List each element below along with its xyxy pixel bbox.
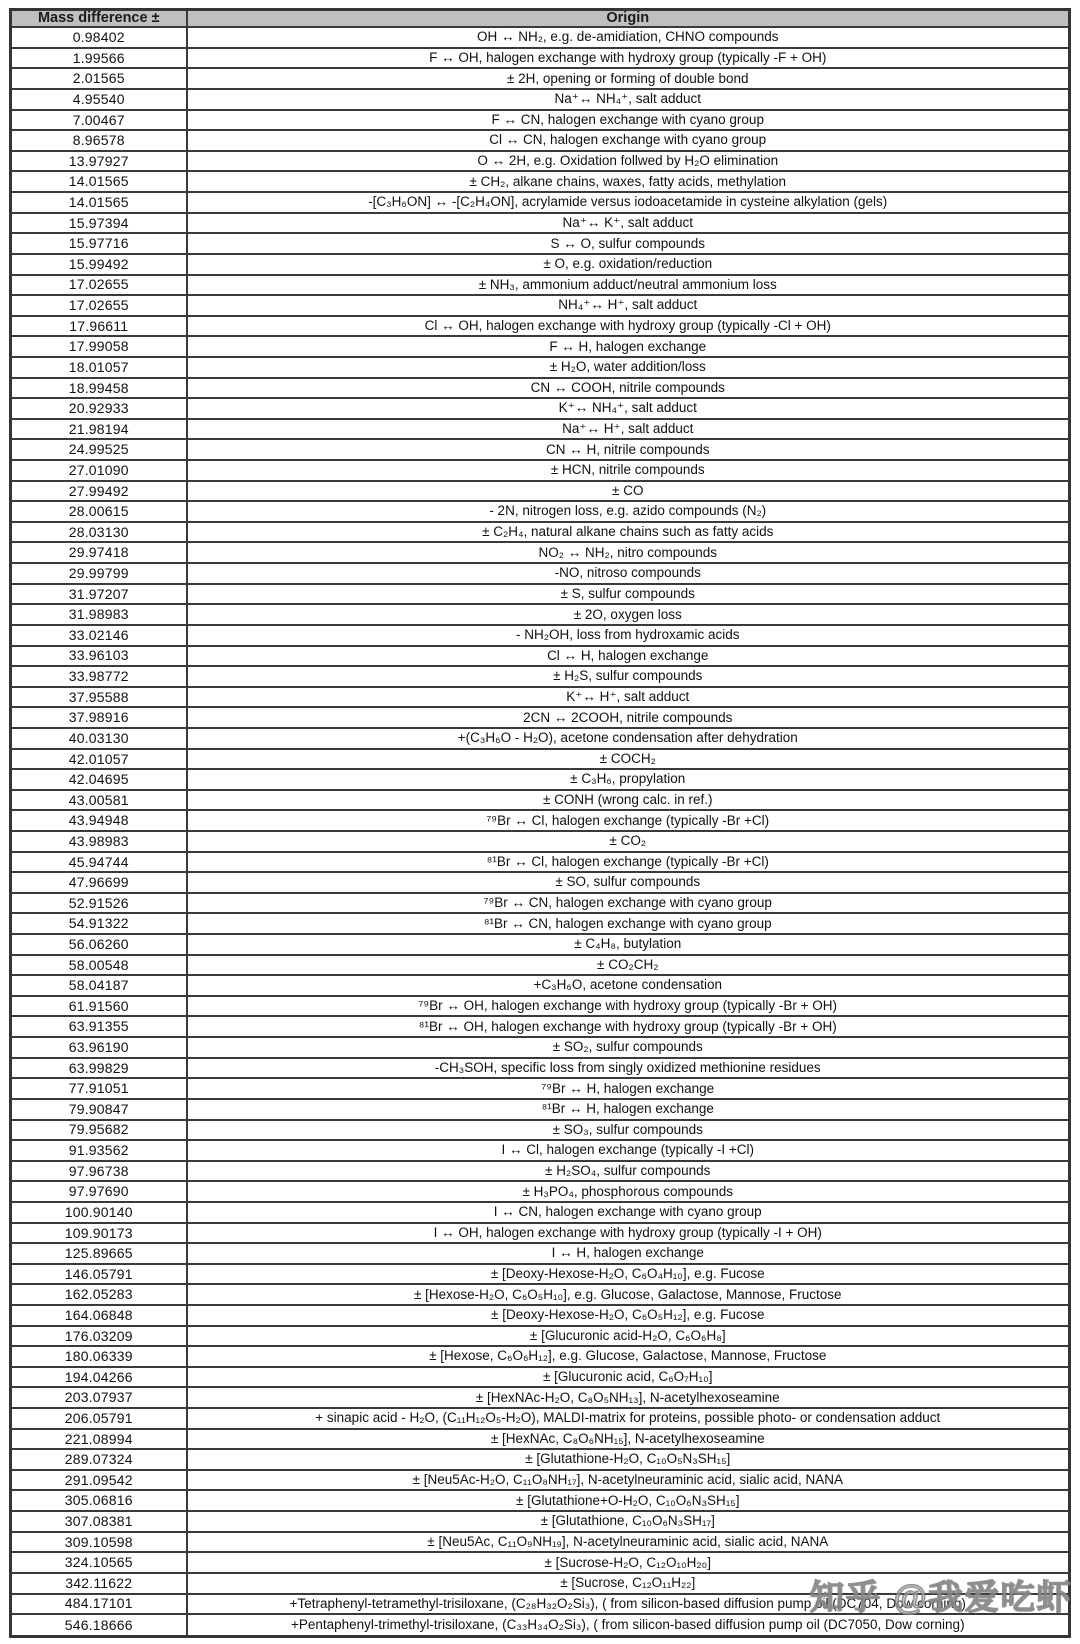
mass-difference-cell: 45.94744: [11, 852, 187, 873]
table-row: [11, 1223, 1070, 1244]
origin-cell: ± 2H, opening or forming of double bond: [187, 68, 1070, 89]
origin-cell: I ↔ CN, halogen exchange with cyano group: [187, 1202, 1070, 1223]
table-row: [11, 769, 1070, 790]
mass-difference-cell: 31.98983: [11, 604, 187, 625]
origin-cell: - NH₂OH, loss from hydroxamic acids: [187, 625, 1070, 646]
table-row: [11, 1346, 1070, 1367]
origin-cell: ± CONH (wrong calc. in ref.): [187, 790, 1070, 811]
origin-cell: ⁷⁹Br ↔ Cl, halogen exchange (typically -Br +Cl): [187, 810, 1070, 831]
table-row: [11, 707, 1070, 728]
mass-difference-cell: 14.01565: [11, 171, 187, 192]
mass-difference-cell: 4.95540: [11, 89, 187, 110]
table-row: [11, 1594, 1070, 1615]
origin-cell: ± CH₂, alkane chains, waxes, fatty acids, methylation: [187, 171, 1070, 192]
table-row: [11, 336, 1070, 357]
origin-cell: ± [Neu5Ac, C₁₁O₉NH₁₉], N-acetylneuraminic acid, sialic acid, NANA: [187, 1532, 1070, 1553]
mass-difference-cell: 20.92933: [11, 398, 187, 419]
table-row: [11, 398, 1070, 419]
mass-difference-cell: 289.07324: [11, 1449, 187, 1470]
origin-cell: ± [Sucrose-H₂O, C₁₂O₁₀H₂₀]: [187, 1552, 1070, 1573]
table-row: [11, 975, 1070, 996]
mass-difference-cell: 342.11622: [11, 1573, 187, 1594]
origin-cell: ± C₄H₈, butylation: [187, 934, 1070, 955]
mass-difference-cell: 8.96578: [11, 130, 187, 151]
origin-cell: F ↔ OH, halogen exchange with hydroxy group (typically -F + OH): [187, 48, 1070, 69]
origin-cell: ⁸¹Br ↔ Cl, halogen exchange (typically -Br +Cl): [187, 852, 1070, 873]
mass-difference-cell: 21.98194: [11, 419, 187, 440]
origin-cell: ⁸¹Br ↔ OH, halogen exchange with hydroxy group (typically -Br + OH): [187, 1016, 1070, 1037]
mass-difference-cell: 27.99492: [11, 481, 187, 502]
mass-difference-cell: 79.95682: [11, 1120, 187, 1141]
table-row: [11, 1614, 1070, 1636]
origin-cell: ± O, e.g. oxidation/reduction: [187, 254, 1070, 275]
table-row: [11, 625, 1070, 646]
table-row: [11, 934, 1070, 955]
origin-cell: ± [Sucrose, C₁₂O₁₁H₂₂]: [187, 1573, 1070, 1594]
origin-cell: ± HCN, nitrile compounds: [187, 460, 1070, 481]
origin-cell: +Pentaphenyl-trimethyl-trisiloxane, (C₃₃H₃₄O₂Si₃), ( from silicon-based diffusion pump oil (DC7050, Dow corning): [187, 1614, 1070, 1636]
table-row: [11, 1552, 1070, 1573]
table-row: [11, 1161, 1070, 1182]
table-row: [11, 1181, 1070, 1202]
table-row: [11, 542, 1070, 563]
mass-difference-cell: 97.97690: [11, 1181, 187, 1202]
origin-cell: F ↔ H, halogen exchange: [187, 336, 1070, 357]
table-row: [11, 357, 1070, 378]
origin-cell: ⁷⁹Br ↔ CN, halogen exchange with cyano group: [187, 893, 1070, 914]
mass-difference-cell: 91.93562: [11, 1140, 187, 1161]
origin-cell: ± [Deoxy-Hexose-H₂O, C₆O₅H₁₂], e.g. Fucose: [187, 1305, 1070, 1326]
origin-cell: ± SO₂, sulfur compounds: [187, 1037, 1070, 1058]
origin-cell: ± [Glutathione+O-H₂O, C₁₀O₆N₃SH₁₅]: [187, 1490, 1070, 1511]
mass-difference-cell: 97.96738: [11, 1161, 187, 1182]
mass-difference-cell: 17.02655: [11, 295, 187, 316]
mass-difference-cell: 13.97927: [11, 151, 187, 172]
table-row: [11, 1058, 1070, 1079]
mass-difference-cell: 63.96190: [11, 1037, 187, 1058]
table-row: [11, 1264, 1070, 1285]
origin-cell: ± [Neu5Ac-H₂O, C₁₁O₈NH₁₇], N-acetylneuraminic acid, sialic acid, NANA: [187, 1470, 1070, 1491]
mass-difference-cell: 37.98916: [11, 707, 187, 728]
mass-difference-cell: 100.90140: [11, 1202, 187, 1223]
origin-cell: S ↔ O, sulfur compounds: [187, 233, 1070, 254]
origin-cell: ± [Hexose-H₂O, C₆O₅H₁₀], e.g. Glucose, Galactose, Mannose, Fructose: [187, 1284, 1070, 1305]
origin-cell: ± [Hexose, C₆O₆H₁₂], e.g. Glucose, Galactose, Mannose, Fructose: [187, 1346, 1070, 1367]
mass-difference-cell: 28.00615: [11, 501, 187, 522]
mass-difference-cell: 58.00548: [11, 955, 187, 976]
table-row: [11, 666, 1070, 687]
table-row: [11, 646, 1070, 667]
table-row: [11, 1470, 1070, 1491]
mass-difference-cell: 43.94948: [11, 810, 187, 831]
mass-difference-cell: 324.10565: [11, 1552, 187, 1573]
table-row: [11, 1490, 1070, 1511]
mass-difference-cell: 18.01057: [11, 357, 187, 378]
mass-difference-cell: 28.03130: [11, 522, 187, 543]
mass-difference-cell: 43.98983: [11, 831, 187, 852]
mass-difference-cell: 27.01090: [11, 460, 187, 481]
mass-difference-table-container: [9, 8, 1071, 1638]
mass-difference-cell: 37.95588: [11, 687, 187, 708]
table-row: [11, 1243, 1070, 1264]
origin-cell: ± [HexNAc-H₂O, C₈O₅NH₁₃], N-acetylhexoseamine: [187, 1387, 1070, 1408]
origin-cell: -CH₃SOH, specific loss from singly oxidized methionine residues: [187, 1058, 1070, 1079]
mass-difference-cell: 2.01565: [11, 68, 187, 89]
origin-cell: ± CO₂: [187, 831, 1070, 852]
mass-difference-cell: 164.06848: [11, 1305, 187, 1326]
table-row: [11, 481, 1070, 502]
mass-difference-cell: 109.90173: [11, 1223, 187, 1244]
table-row: [11, 1078, 1070, 1099]
table-row: [11, 1573, 1070, 1594]
table-row: [11, 913, 1070, 934]
origin-cell: - 2N, nitrogen loss, e.g. azido compounds (N₂): [187, 501, 1070, 522]
origin-cell: +(C₃H₆O - H₂O), acetone condensation after dehydration: [187, 728, 1070, 749]
origin-cell: ± H₂SO₄, sulfur compounds: [187, 1161, 1070, 1182]
table-row: [11, 872, 1070, 893]
mass-difference-cell: 54.91322: [11, 913, 187, 934]
origin-cell: ± COCH₂: [187, 749, 1070, 770]
origin-cell: OH ↔ NH₂, e.g. de-amidiation, CHNO compounds: [187, 27, 1070, 48]
mass-difference-cell: 31.97207: [11, 584, 187, 605]
origin-cell: ± [Deoxy-Hexose-H₂O, C₆O₄H₁₀], e.g. Fucose: [187, 1264, 1070, 1285]
origin-cell: -NO, nitroso compounds: [187, 563, 1070, 584]
origin-cell: ± [Glutathione-H₂O, C₁₀O₅N₃SH₁₅]: [187, 1449, 1070, 1470]
table-row: [11, 1120, 1070, 1141]
table-row: [11, 955, 1070, 976]
table-row: [11, 1037, 1070, 1058]
origin-cell: Cl ↔ H, halogen exchange: [187, 646, 1070, 667]
mass-difference-cell: 162.05283: [11, 1284, 187, 1305]
origin-cell: 2CN ↔ 2COOH, nitrile compounds: [187, 707, 1070, 728]
origin-cell: ± H₂S, sulfur compounds: [187, 666, 1070, 687]
origin-cell: NO₂ ↔ NH₂, nitro compounds: [187, 542, 1070, 563]
origin-cell: NH₄⁺↔ H⁺, salt adduct: [187, 295, 1070, 316]
mass-difference-table: [9, 8, 1071, 1638]
origin-cell: +Tetraphenyl-tetramethyl-trisiloxane, (C₂₈H₃₂O₂Si₃), ( from silicon-based diffusion pump oil (DC704, Dow corning): [187, 1594, 1070, 1615]
mass-difference-cell: 180.06339: [11, 1346, 187, 1367]
table-row: [11, 810, 1070, 831]
mass-difference-cell: 7.00467: [11, 110, 187, 131]
table-row: [11, 130, 1070, 151]
origin-cell: F ↔ CN, halogen exchange with cyano group: [187, 110, 1070, 131]
origin-cell: K⁺↔ NH₄⁺, salt adduct: [187, 398, 1070, 419]
mass-difference-cell: 15.97394: [11, 213, 187, 234]
mass-difference-cell: 17.96611: [11, 316, 187, 337]
origin-cell: -[C₃H₆ON] ↔ -[C₂H₄ON], acrylamide versus iodoacetamide in cysteine alkylation (gels): [187, 192, 1070, 213]
mass-difference-cell: 52.91526: [11, 893, 187, 914]
mass-difference-cell: 29.97418: [11, 542, 187, 563]
table-row: [11, 996, 1070, 1017]
origin-cell: + sinapic acid - H₂O, (C₁₁H₁₂O₅-H₂O), MALDI-matrix for proteins, possible photo- or condensation adduct: [187, 1408, 1070, 1429]
table-row: [11, 460, 1070, 481]
table-row: [11, 171, 1070, 192]
table-row: [11, 1140, 1070, 1161]
mass-difference-cell: 56.06260: [11, 934, 187, 955]
origin-cell: O ↔ 2H, e.g. Oxidation follwed by H₂O elimination: [187, 151, 1070, 172]
table-row: [11, 604, 1070, 625]
mass-difference-cell: 1.99566: [11, 48, 187, 69]
table-row: [11, 89, 1070, 110]
table-row: [11, 522, 1070, 543]
table-row: [11, 275, 1070, 296]
origin-cell: ± [Glutathione, C₁₀O₆N₃SH₁₇]: [187, 1511, 1070, 1532]
mass-difference-cell: 63.99829: [11, 1058, 187, 1079]
mass-difference-cell: 203.07937: [11, 1387, 187, 1408]
mass-difference-cell: 63.91355: [11, 1016, 187, 1037]
mass-difference-cell: 125.89665: [11, 1243, 187, 1264]
table-row: [11, 831, 1070, 852]
table-row: [11, 68, 1070, 89]
column-header-origin: Origin: [187, 10, 1070, 28]
header-row: [11, 10, 1070, 28]
origin-cell: ± C₂H₄, natural alkane chains such as fatty acids: [187, 522, 1070, 543]
table-row: [11, 687, 1070, 708]
origin-cell: I ↔ H, halogen exchange: [187, 1243, 1070, 1264]
origin-cell: I ↔ Cl, halogen exchange (typically -I +Cl): [187, 1140, 1070, 1161]
table-row: [11, 1532, 1070, 1553]
table-row: [11, 728, 1070, 749]
mass-difference-cell: 305.06816: [11, 1490, 187, 1511]
mass-difference-cell: 291.09542: [11, 1470, 187, 1491]
origin-cell: Na⁺↔ H⁺, salt adduct: [187, 419, 1070, 440]
table-row: [11, 1326, 1070, 1347]
mass-difference-cell: 146.05791: [11, 1264, 187, 1285]
origin-cell: ± SO₃, sulfur compounds: [187, 1120, 1070, 1141]
table-row: [11, 48, 1070, 69]
table-row: [11, 213, 1070, 234]
origin-cell: +C₃H₆O, acetone condensation: [187, 975, 1070, 996]
table-row: [11, 27, 1070, 48]
mass-difference-cell: 33.98772: [11, 666, 187, 687]
mass-difference-cell: 194.04266: [11, 1367, 187, 1388]
table-row: [11, 192, 1070, 213]
origin-cell: ± H₂O, water addition/loss: [187, 357, 1070, 378]
table-row: [11, 563, 1070, 584]
table-row: [11, 1367, 1070, 1388]
origin-cell: Na⁺↔ NH₄⁺, salt adduct: [187, 89, 1070, 110]
zhihu-watermark: 知乎 @我爱吃虾: [810, 1579, 1073, 1617]
mass-difference-cell: 77.91051: [11, 1078, 187, 1099]
mass-difference-cell: 206.05791: [11, 1408, 187, 1429]
column-header-mass-difference: Mass difference ±: [11, 10, 187, 28]
mass-difference-cell: 61.91560: [11, 996, 187, 1017]
mass-difference-cell: 0.98402: [11, 27, 187, 48]
table-row: [11, 233, 1070, 254]
table-row: [11, 1429, 1070, 1450]
table-row: [11, 110, 1070, 131]
mass-difference-cell: 43.00581: [11, 790, 187, 811]
origin-cell: ± NH₃, ammonium adduct/neutral ammonium loss: [187, 275, 1070, 296]
table-row: [11, 419, 1070, 440]
mass-difference-cell: 14.01565: [11, 192, 187, 213]
table-row: [11, 254, 1070, 275]
mass-difference-cell: 546.18666: [11, 1614, 187, 1636]
table-row: [11, 501, 1070, 522]
mass-difference-cell: 309.10598: [11, 1532, 187, 1553]
origin-cell: ± SO, sulfur compounds: [187, 872, 1070, 893]
origin-cell: CN ↔ H, nitrile compounds: [187, 439, 1070, 460]
table-row: [11, 749, 1070, 770]
mass-difference-cell: 15.99492: [11, 254, 187, 275]
origin-cell: ⁷⁹Br ↔ H, halogen exchange: [187, 1078, 1070, 1099]
origin-cell: Cl ↔ OH, halogen exchange with hydroxy group (typically -Cl + OH): [187, 316, 1070, 337]
origin-cell: ± 2O, oxygen loss: [187, 604, 1070, 625]
mass-difference-cell: 15.97716: [11, 233, 187, 254]
origin-cell: ± H₃PO₄, phosphorous compounds: [187, 1181, 1070, 1202]
table-row: [11, 1099, 1070, 1120]
table-row: [11, 295, 1070, 316]
table-row: [11, 1016, 1070, 1037]
origin-cell: Na⁺↔ K⁺, salt adduct: [187, 213, 1070, 234]
mass-difference-cell: 176.03209: [11, 1326, 187, 1347]
table-row: [11, 439, 1070, 460]
table-row: [11, 852, 1070, 873]
mass-difference-cell: 17.02655: [11, 275, 187, 296]
origin-cell: ± C₃H₆, propylation: [187, 769, 1070, 790]
mass-difference-cell: 17.99058: [11, 336, 187, 357]
mass-difference-cell: 33.96103: [11, 646, 187, 667]
table-row: [11, 151, 1070, 172]
mass-difference-cell: 221.08994: [11, 1429, 187, 1450]
table-row: [11, 1449, 1070, 1470]
origin-cell: ± CO₂CH₂: [187, 955, 1070, 976]
table-row: [11, 893, 1070, 914]
table-row: [11, 1511, 1070, 1532]
origin-cell: I ↔ OH, halogen exchange with hydroxy group (typically -I + OH): [187, 1223, 1070, 1244]
mass-difference-cell: 18.99458: [11, 378, 187, 399]
origin-cell: Cl ↔ CN, halogen exchange with cyano group: [187, 130, 1070, 151]
mass-difference-cell: 33.02146: [11, 625, 187, 646]
table-row: [11, 790, 1070, 811]
origin-cell: K⁺↔ H⁺, salt adduct: [187, 687, 1070, 708]
table-row: [11, 1284, 1070, 1305]
origin-cell: ± [Glucuronic acid, C₆O₇H₁₀]: [187, 1367, 1070, 1388]
mass-difference-cell: 307.08381: [11, 1511, 187, 1532]
mass-difference-cell: 24.99525: [11, 439, 187, 460]
table-row: [11, 1387, 1070, 1408]
table-row: [11, 378, 1070, 399]
origin-cell: ± [HexNAc, C₈O₆NH₁₅], N-acetylhexoseamine: [187, 1429, 1070, 1450]
table-row: [11, 1202, 1070, 1223]
table-row: [11, 1408, 1070, 1429]
mass-difference-cell: 40.03130: [11, 728, 187, 749]
origin-cell: ⁸¹Br ↔ CN, halogen exchange with cyano group: [187, 913, 1070, 934]
origin-cell: ± [Glucuronic acid-H₂O, C₆O₆H₈]: [187, 1326, 1070, 1347]
origin-cell: ⁸¹Br ↔ H, halogen exchange: [187, 1099, 1070, 1120]
mass-difference-cell: 42.04695: [11, 769, 187, 790]
origin-cell: CN ↔ COOH, nitrile compounds: [187, 378, 1070, 399]
mass-difference-cell: 484.17101: [11, 1594, 187, 1615]
table-row: [11, 1305, 1070, 1326]
table-row: [11, 316, 1070, 337]
origin-cell: ⁷⁹Br ↔ OH, halogen exchange with hydroxy group (typically -Br + OH): [187, 996, 1070, 1017]
mass-difference-cell: 79.90847: [11, 1099, 187, 1120]
mass-difference-cell: 58.04187: [11, 975, 187, 996]
origin-cell: ± CO: [187, 481, 1070, 502]
table-row: [11, 584, 1070, 605]
origin-cell: ± S, sulfur compounds: [187, 584, 1070, 605]
mass-difference-cell: 42.01057: [11, 749, 187, 770]
mass-difference-cell: 29.99799: [11, 563, 187, 584]
table-body: [11, 27, 1070, 1636]
mass-difference-cell: 47.96699: [11, 872, 187, 893]
